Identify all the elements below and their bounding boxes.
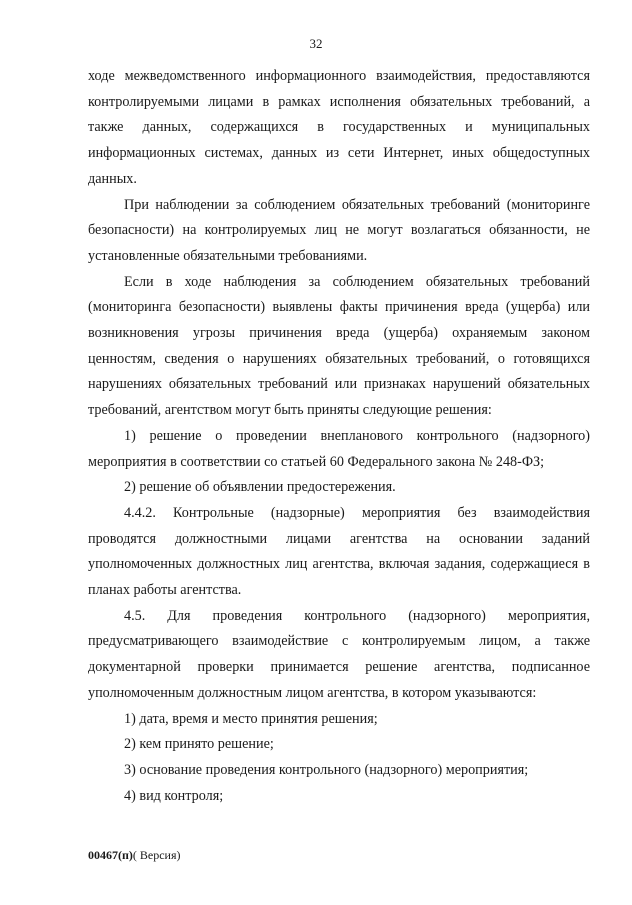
page-number: 32 bbox=[309, 36, 323, 51]
paragraph-monitoring: При наблюдении за соблюдением обязательных требований (мониторинге безопасности) на контролируемых лиц не могут возлагаться обязанности, не установленные обязательными требованиями. bbox=[88, 196, 590, 264]
document-body bbox=[88, 64, 590, 809]
list-item-requirement-3: 3) основание проведения контрольного (надзорного) мероприятия; bbox=[124, 761, 529, 778]
list-item-decision-2: 2) решение об объявлении предостережения. bbox=[124, 479, 396, 496]
paragraph-section-4-4-2: 4.4.2. Контрольные (надзорные) мероприятия без взаимодействия проводятся должностными лицами агентства на основании заданий уполномоченных должностных лиц агентства, включая задания, содержащиеся в планах работы агентства. bbox=[88, 504, 590, 599]
paragraph-continuation: ходе межведомственного информационного взаимодействия, предоставляются контролируемыми лицами в рамках исполнения обязательных требований, а также данных, содержащихся в государственных и муниципальных информационных системах, данных из сети Интернет, иных общедоступных данных. bbox=[88, 68, 590, 187]
list-item-decision-1: 1) решение о проведении внепланового контрольного (надзорного) мероприятия в соответствии со статьей 60 Федерального закона № 248-ФЗ; bbox=[88, 427, 590, 470]
document-code: 00467(п) bbox=[88, 848, 133, 862]
list-item-requirement-2: 2) кем принято решение; bbox=[124, 736, 274, 753]
paragraph-violations: Если в ходе наблюдения за соблюдением обязательных требований (мониторинга безопасности) выявлены факты причинения вреда (ущерба) или возникновения угрозы причинения вреда (ущерба) охраняемым законом ценностям, сведения о нарушениях обязательных требований, о готовящихся нарушениях обязательных требований или признаках нарушений обязательных требований, агентством могут быть приняты следующие решения: bbox=[88, 273, 590, 419]
document-version: ( Версия) bbox=[132, 848, 181, 862]
paragraph-section-4-5: 4.5. Для проведения контрольного (надзорного) мероприятия, предусматривающего взаимодействие с контролируемым лицом, а также документарной проверки принимается решение агентства, подписанное уполномоченным должностным лицом агентства, в котором указываются: bbox=[88, 607, 590, 701]
document-footer bbox=[88, 848, 181, 863]
list-item-requirement-4: 4) вид контроля; bbox=[124, 787, 224, 804]
list-item-requirement-1: 1) дата, время и место принятия решения; bbox=[124, 710, 378, 727]
